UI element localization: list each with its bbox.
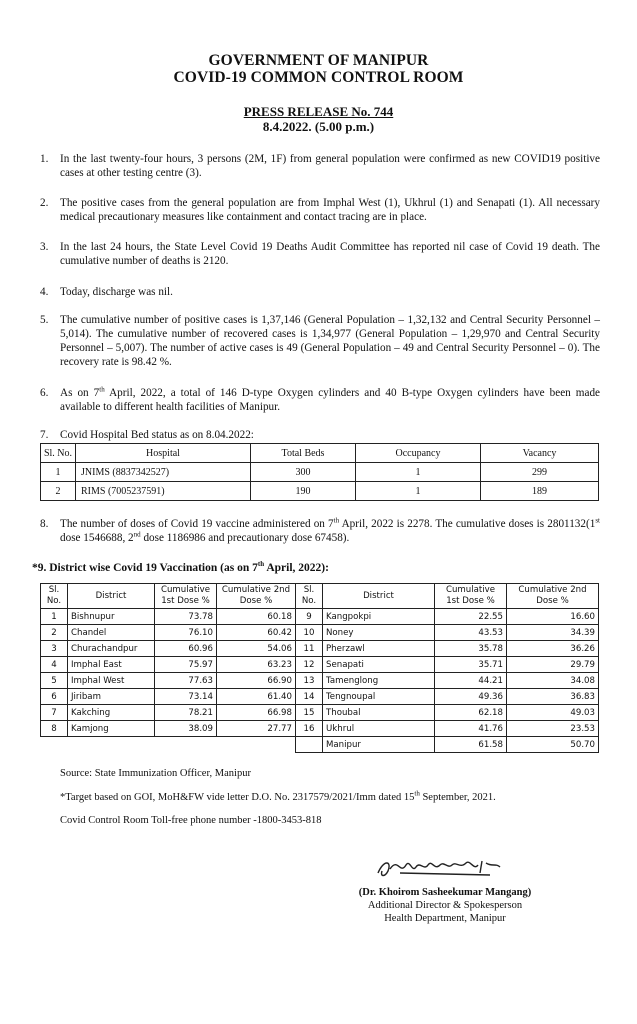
vaccination-table — [40, 583, 599, 753]
table-header-row — [41, 444, 599, 463]
col-district: District — [68, 584, 155, 609]
col-total-beds: Total Beds — [251, 444, 356, 463]
total-second-dose: 50.70 — [507, 737, 599, 753]
table-row: 8 Kamjong 38.09 27.77 16 Ukhrul 41.76 23.53 — [41, 721, 599, 737]
table-row: 1 JNIMS (8837342527) 300 1 299 — [41, 463, 599, 482]
col-hospital: Hospital — [76, 444, 251, 463]
item-text: The positive cases from the general population are from Imphal West (1), Ukhrul (1) and Senapati (1). All necessary medical precautionary measures like containment and contact tracing are in place. — [60, 197, 600, 223]
item-number: 6. — [40, 387, 49, 399]
col-second-dose: Cumulative 2nd Dose % — [217, 584, 296, 609]
col-sl-no: Sl. No. — [41, 444, 76, 463]
hospital-bed-table — [40, 443, 599, 501]
table-row: 1 Bishnupur 73.78 60.18 9 Kangpokpi 22.55 16.60 — [41, 609, 599, 625]
press-release-title: PRESS RELEASE No. 744 — [243, 104, 394, 119]
item-number: 8. — [40, 518, 49, 530]
item-number: 5. — [40, 314, 49, 326]
col-district: District — [323, 584, 435, 609]
col-sl-no: Sl. No. — [296, 584, 323, 609]
table-row: 2 Chandel 76.10 60.42 10 Noney 43.53 34.39 — [41, 625, 599, 641]
item-text: In the last twenty-four hours, 3 persons (2M, 1F) from general population were confirmed as new COVID19 positive cases at other testing centre (3). — [60, 153, 600, 179]
tollfree-note: Covid Control Room Toll-free phone number -1800-3453-818 — [60, 815, 322, 826]
signatory-block — [330, 886, 560, 925]
item-number: 1. — [40, 153, 49, 165]
table-header-row — [41, 584, 599, 609]
item-text: Covid Hospital Bed status as on 8.04.2022: — [60, 429, 254, 441]
item-6 — [40, 386, 600, 414]
letterhead — [0, 52, 637, 86]
item-text: In the last 24 hours, the State Level Covid 19 Deaths Audit Committee has reported nil case of Covid 19 death. The cumulative number of deaths is 2120. — [60, 241, 600, 267]
item-number: 4. — [40, 286, 49, 298]
item-8 — [40, 517, 600, 545]
col-sl-no: Sl. No. — [41, 584, 68, 609]
government-title: GOVERNMENT OF MANIPUR — [208, 52, 429, 69]
item-text: Today, discharge was nil. — [60, 286, 173, 298]
item-number: 7. — [40, 429, 49, 441]
total-first-dose: 61.58 — [435, 737, 507, 753]
table-row: 7 Kakching 78.21 66.98 15 Thoubal 62.18 49.03 — [41, 705, 599, 721]
control-room-title: COVID-19 COMMON CONTROL ROOM — [173, 69, 464, 86]
col-first-dose: Cumulative 1st Dose % — [155, 584, 217, 609]
col-second-dose: Cumulative 2nd Dose % — [507, 584, 599, 609]
signature-icon — [370, 853, 520, 883]
table-row: 3 Churachandpur 60.96 54.06 11 Pherzawl 35.78 36.26 — [41, 641, 599, 657]
item-1 — [40, 152, 600, 180]
signatory-name: (Dr. Khoirom Sasheekumar Mangang) — [358, 887, 532, 898]
item-text: As on 7th April, 2022, a total of 146 D-type Oxygen cylinders and 40 B-type Oxygen cylinders have been made available to different health facilities of Manipur. — [60, 385, 601, 413]
item-3 — [40, 240, 600, 268]
col-vacancy: Vacancy — [481, 444, 599, 463]
item-5 — [40, 313, 600, 369]
item-4 — [40, 285, 600, 299]
total-district: Manipur — [323, 737, 435, 753]
table-row: 2 RIMS (7005237591) 190 1 189 — [41, 482, 599, 501]
item-number: 3. — [40, 241, 49, 253]
table-row: 5 Imphal West 77.63 66.90 13 Tamenglong 44.21 34.08 — [41, 673, 599, 689]
press-release-heading — [0, 104, 637, 134]
target-note: *Target based on GOI, MoH&FW vide letter D.O. No. 2317579/2021/Imm dated 15th September, 2021. — [60, 789, 496, 803]
table-row: 6 Jiribam 73.14 61.40 14 Tengnoupal 49.36 36.83 — [41, 689, 599, 705]
signatory-department: Health Department, Manipur — [384, 913, 506, 924]
vaccination-section-title: *9. District wise Covid 19 Vaccination (as on 7th April, 2022): — [32, 560, 329, 574]
col-occupancy: Occupancy — [356, 444, 481, 463]
col-first-dose: Cumulative 1st Dose % — [435, 584, 507, 609]
table-total-row — [41, 737, 599, 753]
item-2 — [40, 196, 600, 224]
source-note: Source: State Immunization Officer, Manipur — [60, 768, 251, 779]
signatory-designation: Additional Director & Spokesperson — [367, 900, 523, 911]
table-row: 4 Imphal East 75.97 63.23 12 Senapati 35.71 29.79 — [41, 657, 599, 673]
item-number: 2. — [40, 197, 49, 209]
item-text: The number of doses of Covid 19 vaccine administered on 7th April, 2022 is 2278. The cumulative doses is 2801132(1st dose 1546688, 2nd dose 1186986 and precautionary dose 67458). — [60, 516, 600, 544]
item-text: The cumulative number of positive cases is 1,37,146 (General Population – 1,32,132 and Central Security Personnel – 5,014). The cumulative number of recovered cases is 1,34,977 (General Population – 1,29,970 and Central Security Personnel – 5,007). The number of active cases is 49 (General Population – 49 and Central Security Personnel – 0). The recovery rate is 98.42 %. — [60, 314, 600, 368]
item-7 — [40, 428, 600, 442]
press-release-date: 8.4.2022. (5.00 p.m.) — [262, 119, 375, 134]
